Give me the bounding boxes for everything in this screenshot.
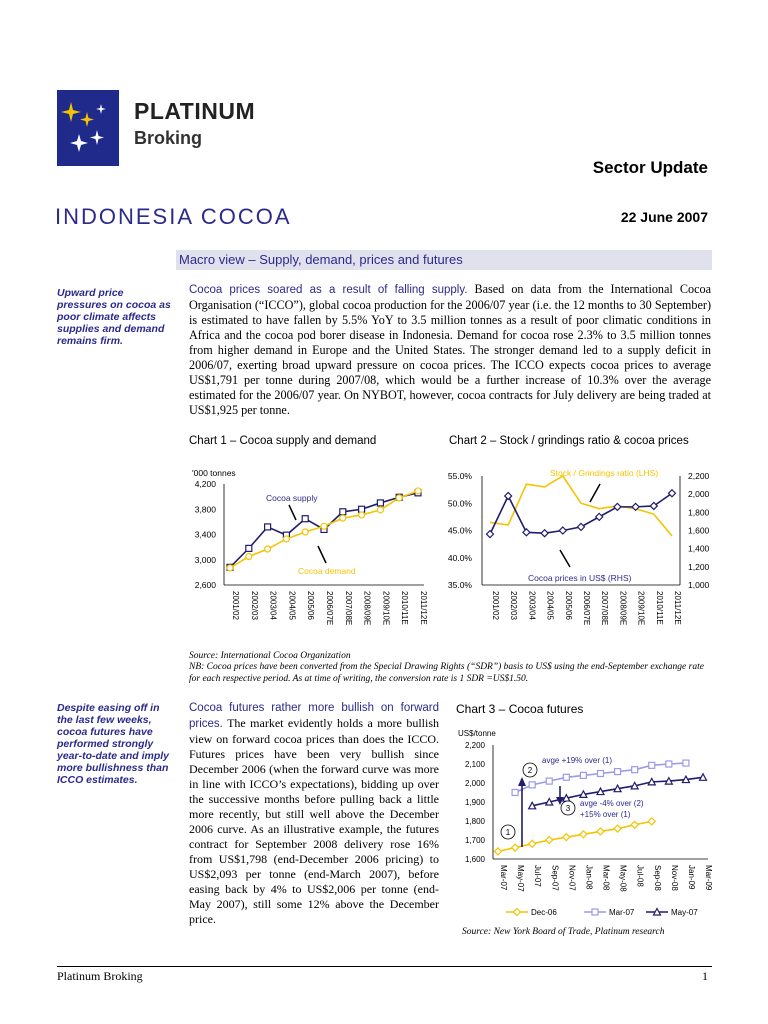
chart1-xtick: 2001/02 xyxy=(231,591,240,620)
chart2-xtick: 2006/07E xyxy=(582,591,591,626)
paragraph-2-body: The market evidently holds a more bullish view on forward cocoa prices than does the ICCO. Futures prices have been very bullish since December 2006 (when the forward curve was more in line with ICCO’s expectations), bidding up over the successive months before pulling back a little more recently, but still well above the December 2006 curve. As an illustrative example, the futures contract for September 2008 delivery rose 16% from US$1,798 (end-December 2006 pricing) to US$2,093 per tonne (end-March 2007), before easing back by 4% to US$2,006 per tonne (end-May 2007), still some 12% above the December price. xyxy=(189,716,439,926)
chart3-point xyxy=(580,772,586,778)
chart3-xtick: Nov-07 xyxy=(567,865,577,891)
chart2-ytick-right: 2,000 xyxy=(688,489,710,500)
chart2-xtick: 2010/11E xyxy=(654,591,664,625)
report-date: 22 June 2007 xyxy=(620,209,708,225)
chart2-ytick-left: 50.0% xyxy=(447,498,472,509)
chart3-xtick: Jul-07 xyxy=(533,865,543,887)
chart1-xtick: 2006/07E xyxy=(325,591,334,626)
brand-name: PLATINUM xyxy=(134,98,256,124)
chart3-title: Chart 3 – Cocoa futures xyxy=(456,702,584,716)
chart3-marker-2-label: 2 xyxy=(527,766,533,775)
chart2-ytick-right: 1,200 xyxy=(688,561,710,572)
chart3-xtick: Jul-08 xyxy=(635,865,645,887)
chart3-xtick: Nov-08 xyxy=(669,865,679,891)
chart2-label-ratio: Stock / Grindings ratio (LHS) xyxy=(550,468,659,478)
chart3-ytick: 2,100 xyxy=(464,760,485,769)
chart3-point xyxy=(597,828,604,835)
chart3-point xyxy=(615,769,621,775)
chart1-xtick: 2007/08E xyxy=(343,591,353,626)
chart2-point xyxy=(523,529,530,536)
chart1-point xyxy=(265,524,271,530)
chart2-ytick-right: 1,600 xyxy=(688,525,710,536)
chart3-arrow-up-head xyxy=(518,777,526,786)
chart3-legend-label: May-07 xyxy=(671,908,698,917)
chart3-point xyxy=(495,848,502,855)
doc-type: Sector Update xyxy=(592,158,708,177)
sidenote-2: Despite easing off in the last few weeks, cocoa futures have performed strongly year-to-date and imply more bullishness than ICCO estimates. xyxy=(57,702,170,786)
chart3-ytick: 2,200 xyxy=(464,741,485,750)
chart3-xtick: Sep-08 xyxy=(652,865,662,891)
chart1-point xyxy=(340,515,346,521)
paragraph-1 xyxy=(189,282,711,418)
chart2-xtick: 2007/08E xyxy=(600,591,610,626)
chart1-xtick: 2009/10E xyxy=(381,591,391,626)
chart1-xtick: 2004/05 xyxy=(287,591,297,620)
chart3-point xyxy=(632,767,638,773)
chart3-point xyxy=(649,762,655,768)
chart2-xtick: 2011/12E xyxy=(673,591,682,625)
chart1-point xyxy=(359,512,365,518)
chart1-point xyxy=(265,546,271,552)
page-number: 1 xyxy=(702,969,708,983)
chart3-xtick: May-08 xyxy=(618,865,628,892)
chart3-xtick: Mar-07 xyxy=(499,865,508,891)
chart3-point xyxy=(598,771,604,777)
chart3-point xyxy=(631,821,638,828)
chart1-supply-demand xyxy=(186,464,436,639)
chart1-xtick: 2003/04 xyxy=(268,591,278,620)
chart2-point xyxy=(578,523,585,530)
chart1-point xyxy=(246,545,252,551)
chart3-ytick: 2,000 xyxy=(464,779,485,788)
platinum-logo xyxy=(57,90,127,170)
footer-rule xyxy=(57,966,712,967)
chart3-point xyxy=(683,760,689,766)
chart2-point xyxy=(596,513,603,520)
chart3-point xyxy=(512,790,518,796)
chart1-point xyxy=(302,516,308,522)
chart1-source: Source: International Cocoa Organization xyxy=(189,651,351,661)
paragraph-2-lead: Cocoa futures rather more bullish on forward prices. xyxy=(189,702,439,730)
chart2-xtick: 2003/04 xyxy=(527,591,537,620)
chart1-xtick: 2011/12E xyxy=(419,591,428,625)
chart3-ytick: 1,600 xyxy=(464,855,485,864)
chart1-ytick: 3,800 xyxy=(194,504,216,515)
chart3-point xyxy=(563,834,570,841)
chart1-point xyxy=(340,509,346,515)
chart3-annotation-2: avge +19% over (1) xyxy=(542,756,613,765)
brand-subname: Broking xyxy=(134,128,203,148)
chart2-xtick: 2005/06 xyxy=(563,591,573,620)
chart3-xtick: Jan-08 xyxy=(584,865,594,890)
chart1-arrow-demand xyxy=(318,546,326,563)
chart3-point xyxy=(546,837,553,844)
chart1-xtick: 2010/11E xyxy=(400,591,410,625)
chart3-legend-label: Mar-07 xyxy=(609,908,635,917)
chart2-xtick: 2009/10E xyxy=(636,591,646,626)
chart1-ytick: 3,400 xyxy=(194,529,216,540)
chart3-point xyxy=(648,818,655,825)
chart1-point xyxy=(283,536,289,542)
report-title: INDONESIA COCOA xyxy=(55,204,292,229)
chart2-ytick-left: 55.0% xyxy=(447,471,472,481)
footer-left: Platinum Broking xyxy=(57,969,143,983)
chart1-point xyxy=(246,554,252,560)
chart3-xtick: May-07 xyxy=(516,865,526,892)
chart2-arrow-ratio xyxy=(590,484,600,502)
chart1-point xyxy=(321,523,327,529)
chart3-point xyxy=(529,840,536,847)
chart3-annotation-3b: +15% over (1) xyxy=(580,810,631,819)
chart3-annotation-3: avge -4% over (2) xyxy=(580,799,644,808)
chart3-xtick: Sep-07 xyxy=(550,865,560,891)
chart1-label-supply: Cocoa supply xyxy=(266,493,318,503)
chart2-xtick: 2004/05 xyxy=(545,591,555,620)
chart2-ytick-left: 40.0% xyxy=(447,552,472,563)
chart3-marker-3-label: 3 xyxy=(565,804,571,813)
chart3-source: Source: New York Board of Trade, Platinum research xyxy=(462,927,665,937)
chart1-xtick: 2005/06 xyxy=(306,591,316,620)
sidenote-1: Upward price pressures on cocoa as poor climate affects supplies and demand remains firm. xyxy=(57,287,171,347)
chart2-ytick-right: 1,800 xyxy=(688,507,710,518)
chart3-xtick: Mar-08 xyxy=(601,865,611,891)
chart2-stock-prices xyxy=(440,464,715,639)
chart1-ytick: 2,600 xyxy=(194,580,216,590)
chart1-xtick: 2002/03 xyxy=(249,591,259,620)
chart1-title: Chart 1 – Cocoa supply and demand xyxy=(189,435,377,447)
chart2-ytick-right: 2,200 xyxy=(688,471,710,481)
chart-note: NB: Cocoa prices have been converted from the Special Drawing Rights (“SDR”) basis to US$ using the end-September exchange rate for each respective period. As at time of writing, the conversion rate is 1 SDR =US$1.50. xyxy=(189,662,704,684)
chart2-title: Chart 2 – Stock / grindings ratio & cocoa prices xyxy=(449,435,689,447)
chart3-xtick: Mar-09 xyxy=(704,865,713,891)
chart1-ylabel: '000 tonnes xyxy=(192,468,236,478)
chart3-ylabel: US$/tonne xyxy=(458,729,496,738)
chart3-marker-1-label: 1 xyxy=(505,828,511,837)
chart3-ytick: 1,800 xyxy=(464,817,485,826)
section-bar: Macro view – Supply, demand, prices and futures xyxy=(176,250,712,270)
chart1-arrow-supply xyxy=(289,505,296,520)
paragraph-2 xyxy=(189,700,439,927)
chart3-ytick: 1,700 xyxy=(464,836,485,845)
chart3-point xyxy=(563,774,569,780)
chart2-point xyxy=(487,531,494,538)
chart3-series-line xyxy=(498,821,652,851)
chart1-point xyxy=(415,488,421,494)
chart1-point xyxy=(302,529,308,535)
chart1-point xyxy=(227,565,233,571)
chart2-xtick: 2002/03 xyxy=(509,591,519,620)
chart2-xtick: 2001/02 xyxy=(491,591,500,620)
chart1-point xyxy=(377,507,383,513)
chart1-label-demand: Cocoa demand xyxy=(298,566,356,576)
chart2-ytick-right: 1,400 xyxy=(688,543,710,554)
chart2-point xyxy=(559,527,566,534)
chart2-point xyxy=(614,503,621,510)
chart2-point xyxy=(541,530,548,537)
chart3-xtick: Jan-09 xyxy=(686,865,696,890)
chart1-point xyxy=(396,495,402,501)
chart3-point xyxy=(666,761,672,767)
chart2-ytick-left: 45.0% xyxy=(447,525,472,536)
chart2-point xyxy=(505,492,512,499)
chart1-xtick: 2008/09E xyxy=(362,591,372,626)
chart3-point xyxy=(546,778,552,784)
chart3-point xyxy=(529,782,535,788)
chart1-ytick: 4,200 xyxy=(194,479,216,489)
chart2-label-prices: Cocoa prices in US$ (RHS) xyxy=(528,573,632,583)
chart3-ytick: 1,900 xyxy=(464,798,485,807)
chart3-futures xyxy=(456,722,714,922)
chart2-arrow-prices xyxy=(560,550,570,567)
chart2-ytick-right: 1,000 xyxy=(688,580,710,590)
chart2-xtick: 2008/09E xyxy=(618,591,628,626)
paragraph-1-body: Based on data from the International Cocoa Organisation (“ICCO”), global cocoa production for the 2006/07 year (i.e. the 12 months to 30 September) is estimated to have fallen by 5.5% YoY to 3.5 million tonnes as a result of poor climatic conditions in Africa and the cocoa pod borer disease in Indonesia. Demand for cocoa rose 2.3% to 3.5 million tonnes from higher demand in Europe and the United States. The stronger demand led to a supply deficit in 2006/07, exerting broad upward pressure on cocoa prices. The ICCO expects cocoa prices to average US$1,791 per tonne during 2007/08, which would be a further increase of 10.3% over the average estimated for the 2006/07 year. On NYBOT, however, cocoa contracts for July delivery are being traded at US$1,925 per tonne. xyxy=(189,282,711,417)
chart3-legend-marker xyxy=(592,909,598,915)
chart3-point xyxy=(512,844,519,851)
chart1-ytick: 3,000 xyxy=(194,554,216,565)
chart3-point xyxy=(614,825,621,832)
chart1-point xyxy=(377,500,383,506)
chart3-point xyxy=(580,831,587,838)
chart3-legend-label: Dec-06 xyxy=(531,908,557,917)
chart2-ytick-left: 35.0% xyxy=(447,580,472,590)
chart3-legend-marker xyxy=(514,909,521,916)
paragraph-1-lead: Cocoa prices soared as a result of falling supply. xyxy=(189,284,468,296)
